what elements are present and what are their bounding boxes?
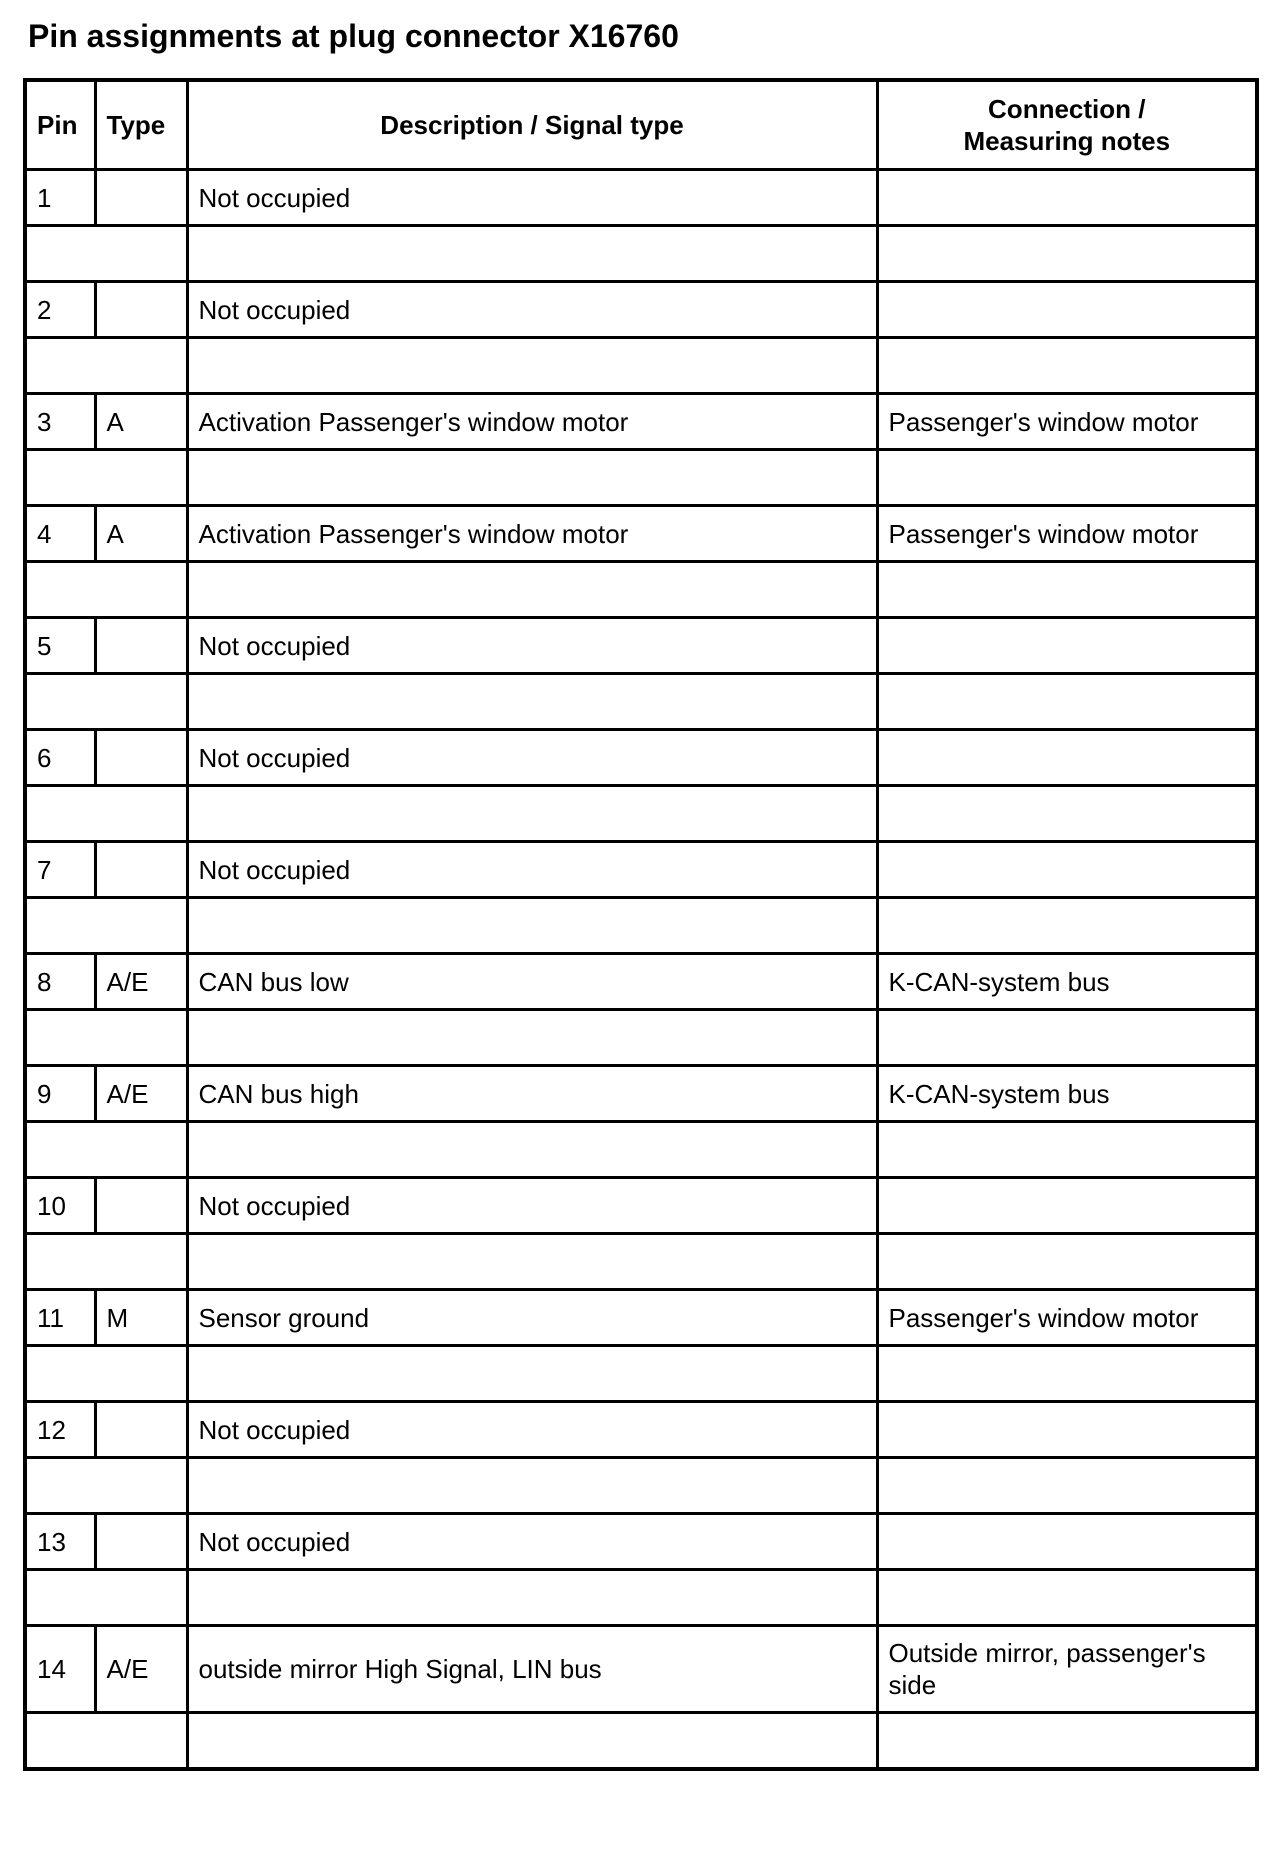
- spacer-cell-connection: [877, 1234, 1257, 1290]
- cell-pin: 12: [25, 1402, 95, 1458]
- table-spacer-row: [25, 450, 1257, 506]
- spacer-cell-pin-type: [25, 1346, 187, 1402]
- table-row: [25, 730, 1257, 786]
- cell-connection: Outside mirror, passenger's side: [877, 1626, 1257, 1713]
- spacer-cell-description: [187, 1010, 877, 1066]
- table-spacer-row: [25, 1010, 1257, 1066]
- cell-pin: 13: [25, 1514, 95, 1570]
- spacer-cell-description: [187, 786, 877, 842]
- page-title: Pin assignments at plug connector X16760: [28, 18, 679, 54]
- spacer-cell-pin-type: [25, 1010, 187, 1066]
- spacer-cell-pin-type: [25, 338, 187, 394]
- spacer-cell-description: [187, 338, 877, 394]
- table-spacer-row: [25, 674, 1257, 730]
- table-spacer-row: [25, 1234, 1257, 1290]
- spacer-cell-connection: [877, 1458, 1257, 1514]
- cell-description: Not occupied: [187, 1514, 877, 1570]
- spacer-cell-connection: [877, 1122, 1257, 1178]
- cell-description: Not occupied: [187, 170, 877, 226]
- cell-pin: 8: [25, 954, 95, 1010]
- spacer-cell-pin-type: [25, 1458, 187, 1514]
- spacer-cell-connection: [877, 338, 1257, 394]
- spacer-cell-description: [187, 1122, 877, 1178]
- cell-type: A/E: [95, 954, 187, 1010]
- cell-type: A: [95, 506, 187, 562]
- cell-connection: [877, 1514, 1257, 1570]
- table-body: [25, 170, 1257, 1770]
- cell-type: [95, 170, 187, 226]
- cell-type: [95, 282, 187, 338]
- cell-connection: [877, 170, 1257, 226]
- cell-connection: [877, 1402, 1257, 1458]
- spacer-cell-pin-type: [25, 1570, 187, 1626]
- cell-type: A/E: [95, 1066, 187, 1122]
- table-header-row: [25, 80, 1257, 170]
- table-spacer-row: [25, 1122, 1257, 1178]
- spacer-cell-description: [187, 562, 877, 618]
- column-header-connection: Connection / Measuring notes: [877, 80, 1257, 170]
- cell-type: [95, 1178, 187, 1234]
- cell-description: Not occupied: [187, 1402, 877, 1458]
- cell-type: M: [95, 1290, 187, 1346]
- cell-description: Activation Passenger's window motor: [187, 394, 877, 450]
- cell-connection: [877, 618, 1257, 674]
- cell-description: Not occupied: [187, 1178, 877, 1234]
- cell-connection: [877, 1178, 1257, 1234]
- spacer-cell-description: [187, 1346, 877, 1402]
- table-row: [25, 1402, 1257, 1458]
- table-row: [25, 170, 1257, 226]
- spacer-cell-pin-type: [25, 898, 187, 954]
- spacer-cell-connection: [877, 1010, 1257, 1066]
- spacer-cell-connection: [877, 1713, 1257, 1770]
- spacer-cell-description: [187, 674, 877, 730]
- cell-connection: Passenger's window motor: [877, 506, 1257, 562]
- table-spacer-row: [25, 338, 1257, 394]
- column-header-pin: Pin: [25, 80, 95, 170]
- cell-type: [95, 618, 187, 674]
- cell-connection: K-CAN-system bus: [877, 1066, 1257, 1122]
- cell-pin: 1: [25, 170, 95, 226]
- cell-connection: [877, 730, 1257, 786]
- spacer-cell-connection: [877, 450, 1257, 506]
- cell-pin: 14: [25, 1626, 95, 1713]
- cell-type: A/E: [95, 1626, 187, 1713]
- table-row: [25, 1066, 1257, 1122]
- spacer-cell-pin-type: [25, 562, 187, 618]
- spacer-cell-pin-type: [25, 674, 187, 730]
- cell-description: Not occupied: [187, 282, 877, 338]
- cell-connection: [877, 842, 1257, 898]
- cell-type: [95, 842, 187, 898]
- spacer-cell-connection: [877, 226, 1257, 282]
- table-spacer-row: [25, 786, 1257, 842]
- spacer-cell-description: [187, 1234, 877, 1290]
- cell-pin: 7: [25, 842, 95, 898]
- cell-connection: K-CAN-system bus: [877, 954, 1257, 1010]
- spacer-cell-pin-type: [25, 226, 187, 282]
- table-spacer-row: [25, 1570, 1257, 1626]
- table-spacer-row: [25, 562, 1257, 618]
- cell-pin: 5: [25, 618, 95, 674]
- spacer-cell-description: [187, 1713, 877, 1770]
- table-row: [25, 282, 1257, 338]
- cell-description: Not occupied: [187, 842, 877, 898]
- cell-connection: Passenger's window motor: [877, 1290, 1257, 1346]
- spacer-cell-description: [187, 1458, 877, 1514]
- table-spacer-row: [25, 1713, 1257, 1770]
- table-spacer-row: [25, 898, 1257, 954]
- spacer-cell-connection: [877, 1570, 1257, 1626]
- cell-description: Activation Passenger's window motor: [187, 506, 877, 562]
- table-row: [25, 618, 1257, 674]
- table-row: [25, 394, 1257, 450]
- table-row: [25, 1626, 1257, 1713]
- cell-pin: 10: [25, 1178, 95, 1234]
- table-row: [25, 1514, 1257, 1570]
- spacer-cell-description: [187, 226, 877, 282]
- cell-description: CAN bus high: [187, 1066, 877, 1122]
- table-row: [25, 1178, 1257, 1234]
- cell-description: outside mirror High Signal, LIN bus: [187, 1626, 877, 1713]
- cell-pin: 6: [25, 730, 95, 786]
- cell-description: Not occupied: [187, 618, 877, 674]
- table-row: [25, 954, 1257, 1010]
- spacer-cell-pin-type: [25, 1122, 187, 1178]
- spacer-cell-description: [187, 1570, 877, 1626]
- cell-connection: Passenger's window motor: [877, 394, 1257, 450]
- cell-description: Not occupied: [187, 730, 877, 786]
- spacer-cell-pin-type: [25, 1713, 187, 1770]
- spacer-cell-pin-type: [25, 450, 187, 506]
- cell-pin: 3: [25, 394, 95, 450]
- cell-pin: 9: [25, 1066, 95, 1122]
- spacer-cell-connection: [877, 898, 1257, 954]
- spacer-cell-pin-type: [25, 786, 187, 842]
- table-row: [25, 506, 1257, 562]
- cell-type: [95, 730, 187, 786]
- pin-assignment-table: [23, 78, 1259, 1771]
- spacer-cell-connection: [877, 786, 1257, 842]
- cell-type: A: [95, 394, 187, 450]
- cell-pin: 2: [25, 282, 95, 338]
- cell-pin: 4: [25, 506, 95, 562]
- column-header-description: Description / Signal type: [187, 80, 877, 170]
- table-row: [25, 1290, 1257, 1346]
- table-spacer-row: [25, 1458, 1257, 1514]
- spacer-cell-description: [187, 450, 877, 506]
- table-row: [25, 842, 1257, 898]
- cell-type: [95, 1402, 187, 1458]
- spacer-cell-connection: [877, 562, 1257, 618]
- cell-description: Sensor ground: [187, 1290, 877, 1346]
- cell-type: [95, 1514, 187, 1570]
- spacer-cell-pin-type: [25, 1234, 187, 1290]
- cell-connection: [877, 282, 1257, 338]
- cell-description: CAN bus low: [187, 954, 877, 1010]
- column-header-type: Type: [95, 80, 187, 170]
- table-spacer-row: [25, 226, 1257, 282]
- table-spacer-row: [25, 1346, 1257, 1402]
- spacer-cell-connection: [877, 1346, 1257, 1402]
- cell-pin: 11: [25, 1290, 95, 1346]
- spacer-cell-description: [187, 898, 877, 954]
- spacer-cell-connection: [877, 674, 1257, 730]
